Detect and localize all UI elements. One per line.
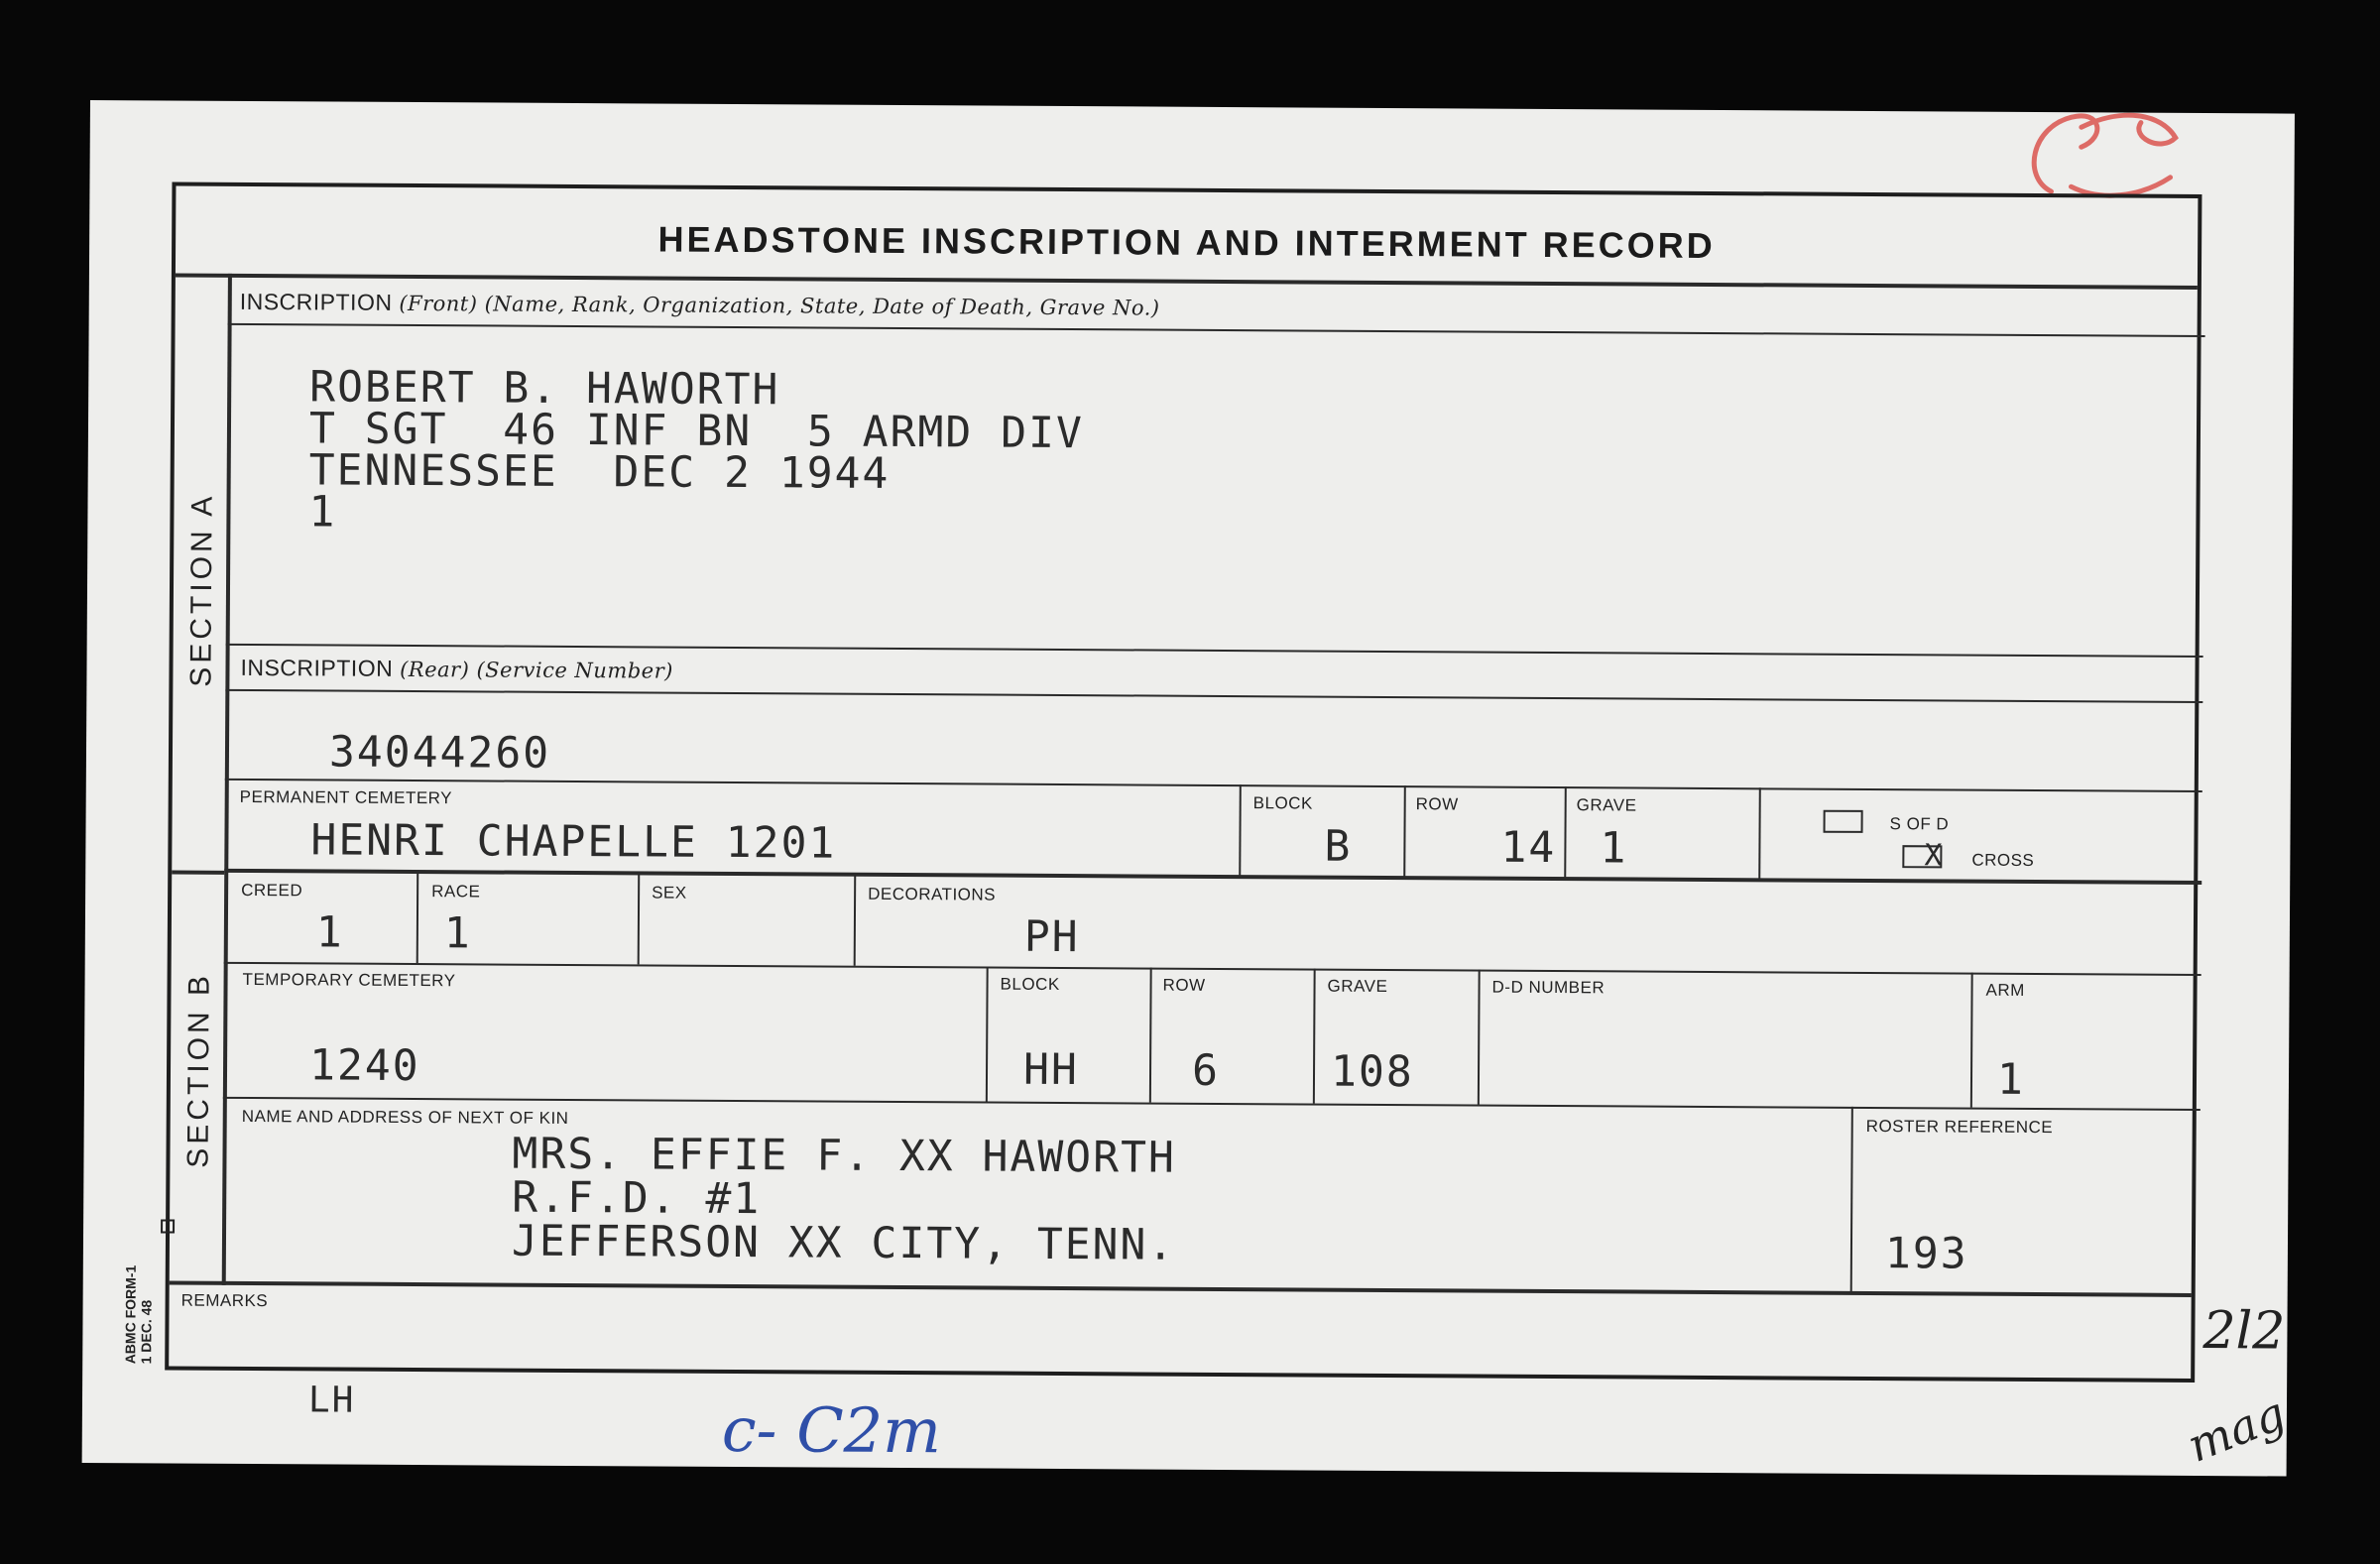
divider-temporary-top (224, 962, 2202, 976)
block-label: BLOCK (1252, 793, 1313, 813)
form-title: HEADSTONE INSCRIPTION AND INTERMENT RECORD (657, 218, 1716, 267)
creed-value: 1 (315, 907, 344, 958)
remarks-typed-initials: LH (307, 1380, 356, 1421)
next-of-kin-line-3: JEFFERSON XX CITY, TENN. (511, 1216, 1176, 1270)
divider-temp-row (1149, 968, 1152, 1103)
divider-roster (1850, 1107, 1853, 1293)
roster-reference-label: ROSTER REFERENCE (1865, 1116, 2054, 1138)
temp-block-value: HH (1022, 1044, 1079, 1096)
sex-label: SEX (652, 883, 687, 902)
arm-label: ARM (1985, 980, 2025, 1000)
temporary-cemetery-label: TEMPORARY CEMETERY (242, 969, 456, 991)
divider-section-b-top (224, 869, 2202, 885)
form-id: ABMC FORM-1 1 DEC. 48 (122, 1264, 155, 1365)
permanent-cemetery-label: PERMANENT CEMETERY (239, 786, 453, 808)
decorations-value: PH (1023, 911, 1080, 963)
divider-permanent-top (225, 779, 2202, 792)
handwritten-blue-note: c- C2m (721, 1392, 942, 1468)
handwritten-right-note-2: mag (2180, 1385, 2293, 1473)
row-value: 14 (1500, 822, 1557, 874)
inscription-front-label: INSCRIPTION (Front) (Name, Rank, Organization, State, Date of Death, Grave No.) (239, 288, 1160, 320)
cross-label: CROSS (1971, 850, 2035, 870)
divider-front-label (228, 323, 2205, 337)
section-b-label: SECTION B (181, 971, 216, 1168)
divider-section-a-b (172, 871, 224, 875)
dd-number-label: D-D NUMBER (1491, 977, 1606, 998)
inscription-front-line-3: TENNESSEE DEC 2 1944 (308, 445, 891, 499)
divider-perm-grave (1564, 786, 1567, 879)
record-card (82, 100, 2295, 1477)
divider-title (176, 274, 2198, 290)
headstone-form (165, 182, 2202, 1383)
next-of-kin-label: NAME AND ADDRESS OF NEXT OF KIN (241, 1106, 569, 1128)
divider-perm-block (1239, 784, 1242, 877)
race-value: 1 (443, 908, 472, 959)
divider-rear-label (225, 689, 2202, 703)
s-of-d-checkbox[interactable] (1824, 810, 1863, 833)
next-of-kin-line-2: R.F.D. #1 (512, 1172, 762, 1225)
row-label: ROW (1415, 794, 1459, 814)
temp-grave-label: GRAVE (1327, 976, 1388, 997)
cross-check-mark: X (1924, 838, 1945, 874)
divider-race-sex (638, 873, 641, 964)
service-number: 34044260 (328, 727, 551, 779)
decorations-label: DECORATIONS (868, 884, 997, 904)
temp-row-value: 6 (1191, 1045, 1221, 1096)
temp-row-label: ROW (1162, 975, 1206, 995)
remarks-label: REMARKS (180, 1290, 269, 1311)
grave-value: 1 (1600, 823, 1628, 874)
block-value: B (1324, 821, 1353, 872)
permanent-cemetery-value: HENRI CHAPELLE 1201 (310, 815, 837, 869)
s-of-d-label: S OF D (1889, 814, 1950, 834)
grave-label: GRAVE (1576, 795, 1637, 815)
divider-creed-race (416, 872, 419, 963)
divider-temp-dd (1478, 970, 1481, 1105)
divider-temp-grave (1313, 969, 1316, 1104)
inscription-front-line-2: T SGT 46 INF BN 5 ARMD DIV (308, 404, 1084, 459)
divider-temp-arm (1970, 973, 1973, 1108)
divider-temp-block (986, 967, 989, 1102)
divider-perm-marker (1758, 787, 1761, 880)
divider-perm-row (1403, 785, 1406, 878)
inscription-rear-label: INSCRIPTION (Rear) (Service Number) (240, 654, 673, 683)
inscription-front-line-1: ROBERT B. HAWORTH (309, 362, 780, 416)
temporary-cemetery-value: 1240 (308, 1040, 420, 1092)
section-a-label: SECTION A (184, 492, 219, 687)
next-of-kin-line-1: MRS. EFFIE F. XX HAWORTH (512, 1129, 1176, 1183)
roster-reference-value: 193 (1884, 1229, 1968, 1279)
race-label: RACE (431, 882, 481, 902)
temp-grave-value: 108 (1330, 1046, 1414, 1098)
arm-value: 1 (1996, 1054, 2026, 1105)
divider-remarks (170, 1281, 2192, 1297)
creed-label: CREED (241, 880, 303, 901)
temp-block-label: BLOCK (1000, 974, 1060, 994)
inscription-front-line-4: 1 (308, 487, 337, 538)
form-id-box (161, 1219, 175, 1233)
handwritten-right-note-1: 2l2 (2202, 1301, 2286, 1362)
divider-sex-decorations (854, 875, 857, 966)
